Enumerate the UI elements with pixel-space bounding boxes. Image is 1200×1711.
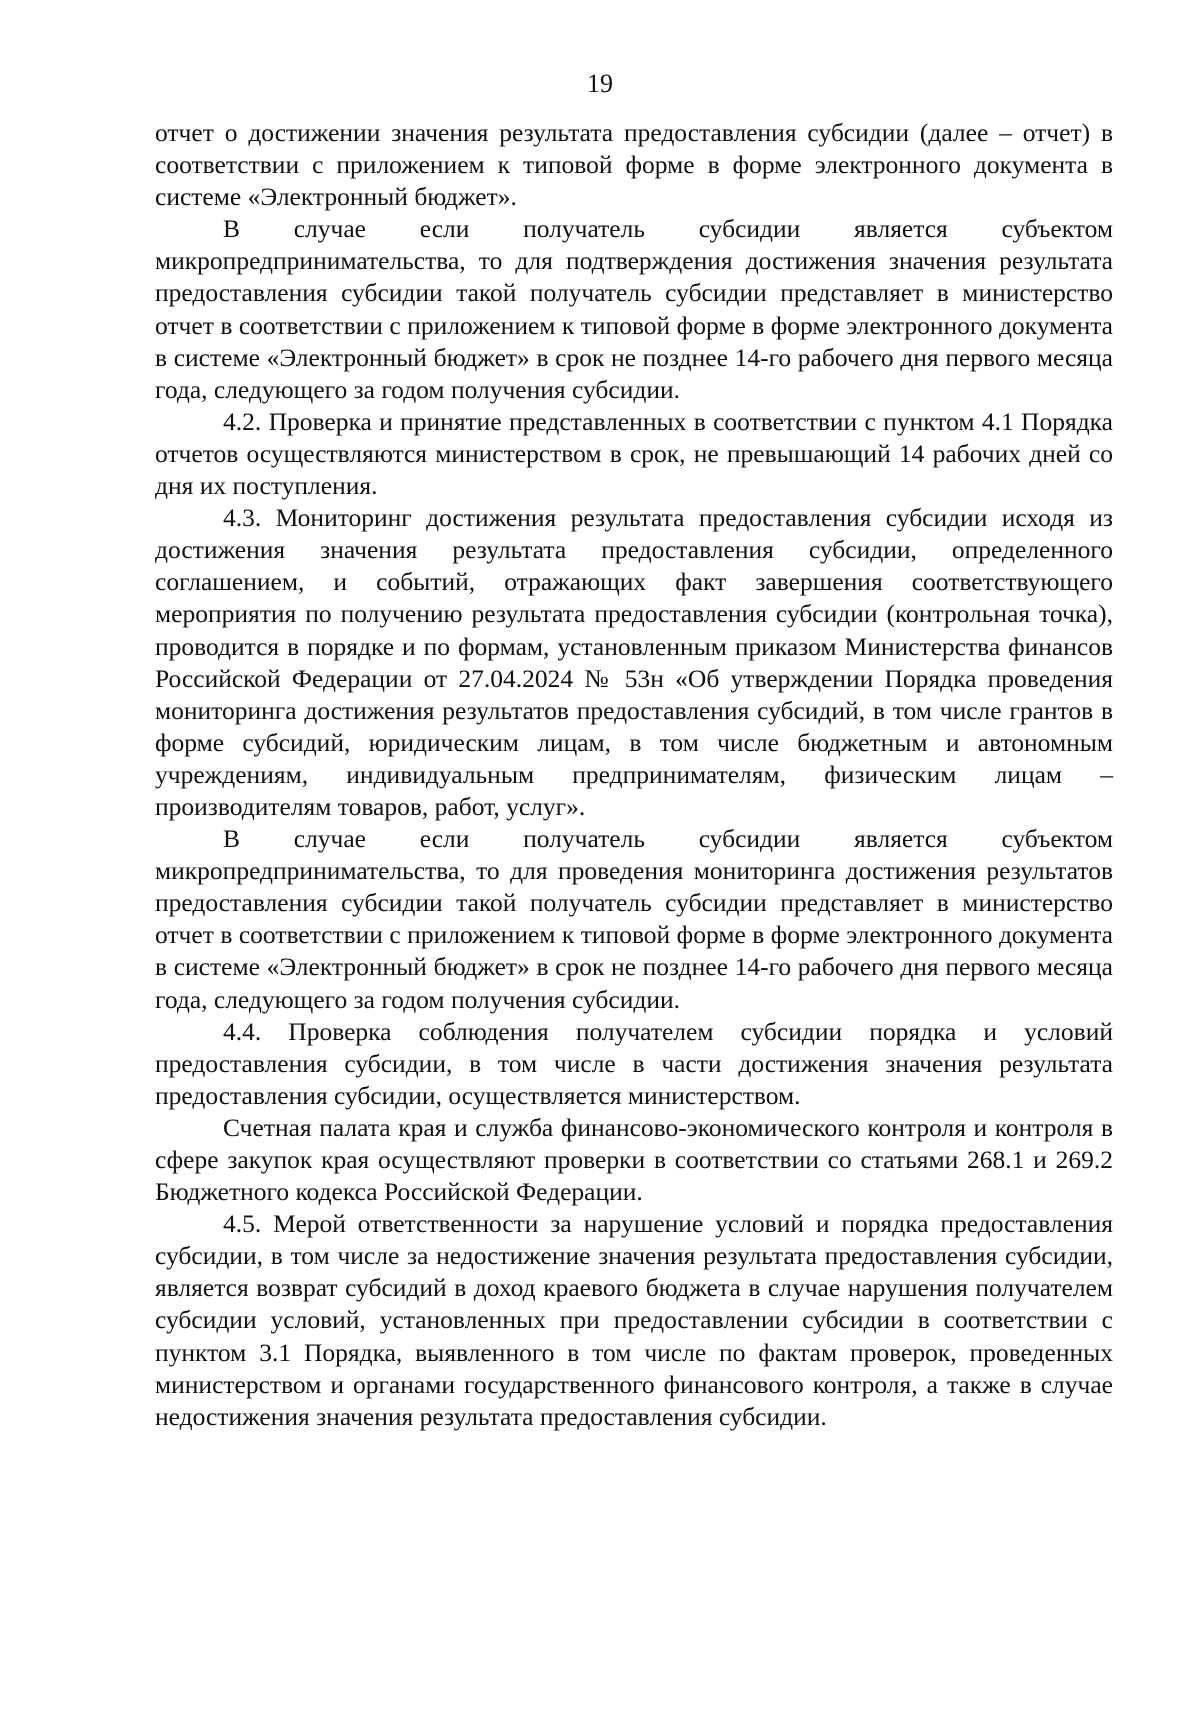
paragraph-4-3: 4.3. Мониторинг достижения результата предоставления субсидии исходя из достижения значения результата предоставления субсидии, определенного соглашением, и событий, отражающих факт завершения соответствующего мероприятия по получению результата предоставления субсидии (контрольная точка), проводится в порядке и по формам, установленным приказом Министерства финансов Российской Федерации от 27.04.2024 № 53н «Об утверждении Порядка проведения мониторинга достижения результатов предоставления субсидий, в том числе грантов в форме субсидий, юридическим лицам, в том числе бюджетным и автономным учреждениям, индивидуальным предпринимателям, физическим лицам – производителям товаров, работ, услуг». <box>155 503 1113 821</box>
paragraph-report-continuation: отчет о достижении значения результата предоставления субсидии (далее – отчет) в соответствии с приложением к типовой форме в форме электронного документа в системе «Электронный бюджет». <box>155 118 1113 212</box>
paragraph-4-5: 4.5. Мерой ответственности за нарушение условий и порядка предоставления субсидии, в том числе за недостижение значения результата предоставления субсидии, является возврат субсидий в доход краевого бюджета в случае нарушения получателем субсидии условий, установленных при предоставлении субсидии в соответствии с пунктом 3.1 Порядка, выявленного в том числе по фактам проверок, проведенных министерством и органами государственного финансового контроля, а также в случае недостижения значения результата предоставления субсидии. <box>155 1209 1113 1431</box>
paragraph-4-2: 4.2. Проверка и принятие представленных в соответствии с пунктом 4.1 Порядка отчетов осуществляются министерством в срок, не превышающий 14 рабочих дней со дня их поступления. <box>155 406 1113 501</box>
paragraph-audit-chamber: Счетная палата края и служба финансово-экономического контроля и контроля в сфере закупок края осуществляют проверки в соответствии со статьями 268.1 и 269.2 Бюджетного кодекса Российской Федерации. <box>155 1112 1113 1207</box>
paragraph-4-4: 4.4. Проверка соблюдения получателем субсидии порядка и условий предоставления субсидии, в том числе в части достижения значения результата предоставления субсидии, осуществляется министерством. <box>155 1016 1113 1110</box>
document-body <box>155 117 1113 1433</box>
page-number: 19 <box>587 69 613 98</box>
paragraph-micro-entrepreneur-report: В случае если получатель субсидии является субъектом микропредпринимательства, то для подтверждения достижения значения результата предоставления субсидии такой получатель субсидии представляет в министерство отчет в соответствии с приложением к типовой форме в форме электронного документа в системе «Электронный бюджет» в срок не позднее 14-го рабочего дня первого месяца года, следующего за годом получения субсидии. <box>155 214 1113 404</box>
paragraph-micro-entrepreneur-monitoring: В случае если получатель субсидии является субъектом микропредпринимательства, то для проведения мониторинга достижения результатов предоставления субсидии такой получатель субсидии представляет в министерство отчет в соответствии с приложением к типовой форме в форме электронного документа в системе «Электронный бюджет» в срок не позднее 14-го рабочего дня первого месяца года, следующего за годом получения субсидии. <box>155 824 1113 1014</box>
